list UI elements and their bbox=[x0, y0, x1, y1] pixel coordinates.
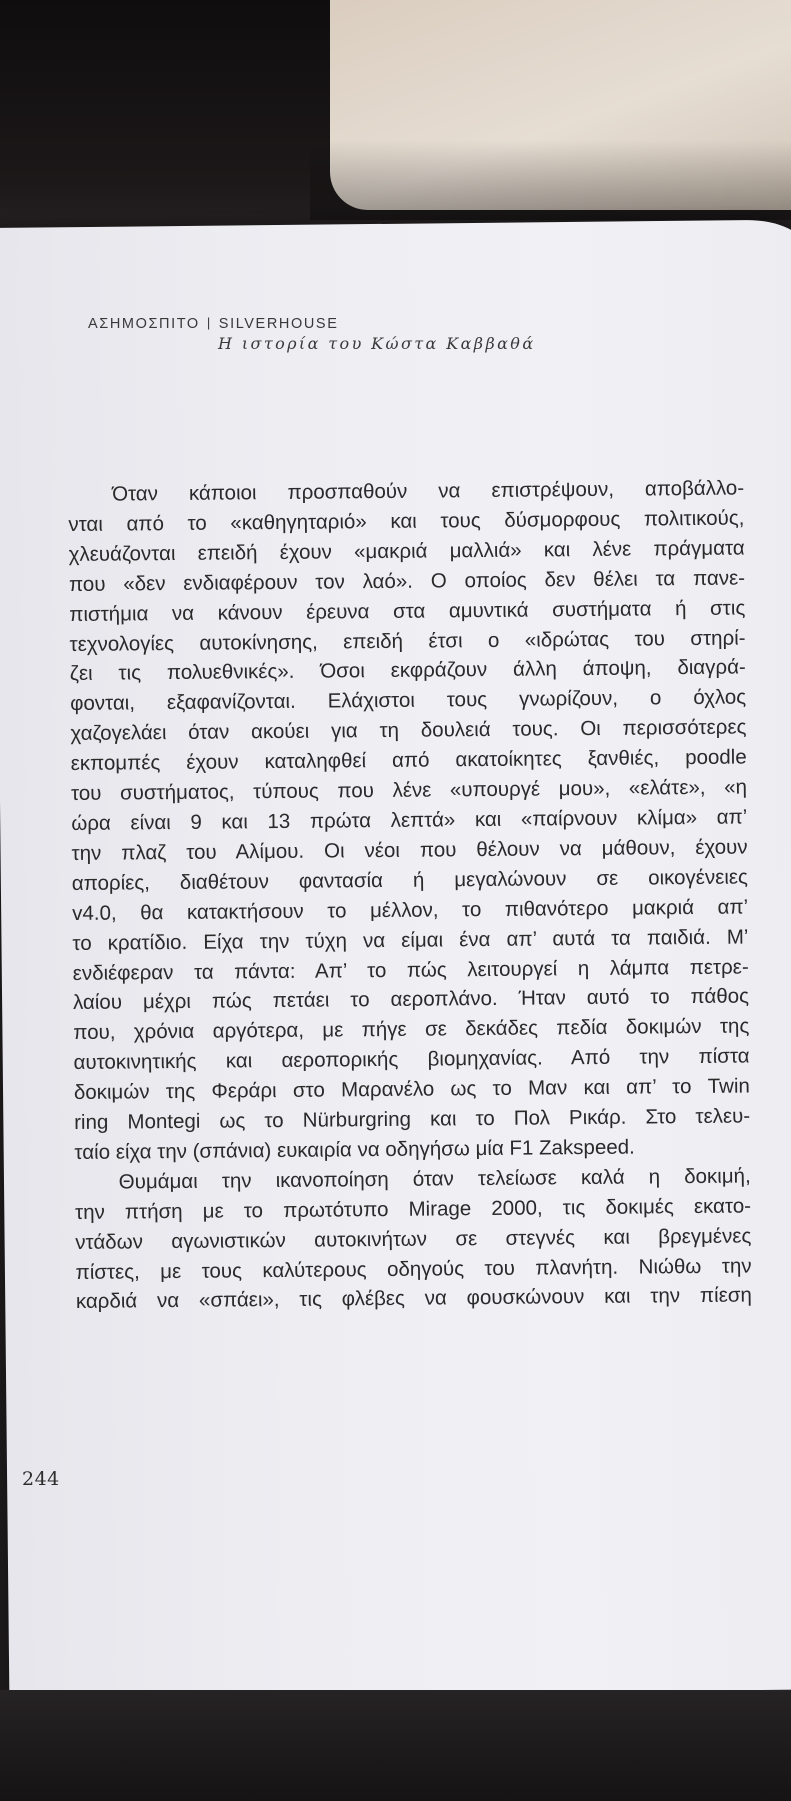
text-line: αυτοκινητικής και αεροπορικής βιομηχανίας. Από την πίστα bbox=[73, 1044, 750, 1075]
text-line: νται από το «καθηγηταριό» και τους δύσμορφους πολιτικούς, bbox=[68, 506, 745, 536]
text-line: δοκιμών της Φεράρι στο Μαρανέλο ως το Μαν και απ’ το Twin bbox=[73, 1074, 750, 1105]
running-head-subtitle: Η ιστορία του Κώστα Καββαθά bbox=[218, 334, 536, 353]
text-line: του συστήματος, τύπους που λένε «υπουργέ μου», «ελάτε», «η bbox=[70, 775, 748, 806]
text-line: που «δεν ενδιαφέρουν τον λαό». Ο οποίος δεν θέλει τα πανε- bbox=[68, 566, 746, 596]
text-line: ενδιέφεραν τα πάντα: Απ’ το πώς λειτουργεί η λάμπα πετρε- bbox=[72, 954, 749, 985]
text-line: χλευάζονται επειδή έχουν «μακριά μαλλιά» και λένε πράγματα bbox=[68, 536, 745, 566]
page-edge-background bbox=[0, 1690, 791, 1801]
text-line: που, χρόνια αργότερα, με πήγε σε δεκάδες πεδία δοκιμών της bbox=[73, 1014, 750, 1045]
text-line: χαζογελάει όταν ακούει για τη δουλειά τους. Οι περισσότερες bbox=[70, 715, 747, 746]
text-line: φονται, εξαφανίζονται. Ελάχιστοι τους γνωρίζουν, ο όχλος bbox=[70, 685, 747, 716]
text-line: τεχνολογίες αυτοκίνησης, επειδή έτσι ο «ιδρώτας του στηρί- bbox=[69, 626, 746, 656]
text-line: εκπομπές έχουν καταληφθεί από ακατοίκητες ξανθιές, poodle bbox=[70, 745, 747, 776]
running-head-right: SILVERHOUSE bbox=[218, 316, 339, 332]
shadow bbox=[310, 140, 791, 220]
text-line: Θυμάμαι την ικανοποίηση όταν τελείωσε καλά η δοκιμή, bbox=[118, 1164, 751, 1194]
text-line: ώρα είναι 9 και 13 πρώτα λεπτά» και «παίρνουν κλίμα» απ’ bbox=[71, 805, 748, 835]
text-line: ζει τις πολυεθνικές». Όσοι εκφράζουν άλλη άποψη, διαγρά- bbox=[69, 655, 746, 686]
page-number: 244 bbox=[22, 1468, 60, 1490]
text-line: το κρατίδιο. Είχα την τύχη να είμαι ένα απ’ αυτά τα παιδιά. Μ’ bbox=[72, 925, 749, 955]
body-text bbox=[68, 474, 752, 1318]
paragraph-2 bbox=[75, 1161, 752, 1317]
text-line: πίστες, με τους καλύτερους οδηγούς του πλανήτη. Νιώθω την bbox=[75, 1254, 752, 1284]
text-line: καρδιά να «σπάει», τις φλέβες να φουσκώνουν και την πίεση bbox=[75, 1283, 752, 1314]
text-line: ντάδων αγωνιστικών αυτοκινήτων σε στεγνές και βρεγμένες bbox=[75, 1224, 752, 1254]
text-line: πιστήμια να κάνουν έρευνα στα αμυντικά συστήματα ή στις bbox=[69, 596, 746, 626]
text-line: την πλαζ του Αλίμου. Οι νέοι που θέλουν να μάθουν, έχουν bbox=[71, 835, 748, 865]
text-line: απορίες, διαθέτουν φαντασία ή μεγαλώνουν σε οικογένειες bbox=[71, 865, 748, 895]
text-line: Όταν κάποιοι προσπαθούν να επιστρέψουν, αποβάλλο- bbox=[112, 476, 745, 506]
running-head-title bbox=[88, 316, 648, 332]
text-line: λαίου μέχρι πώς πετάει το αεροπλάνο. Ήταν αυτό το πάθος bbox=[72, 984, 750, 1015]
paragraph-1 bbox=[68, 474, 751, 1168]
running-head-left: ΑΣΗΜΟΣΠΙΤΟ bbox=[88, 316, 200, 332]
running-head bbox=[88, 316, 648, 353]
running-head-separator: | bbox=[206, 315, 212, 330]
text-line: ταίο είχα την (σπάνια) ευκαιρία να οδηγήσω μία F1 Zakspeed. bbox=[74, 1135, 635, 1164]
text-line: την πτήση με το πρωτότυπο Mirage 2000, τις δοκιμές εκατο- bbox=[74, 1194, 752, 1224]
text-line: v4.0, θα κατακτήσουν το μέλλον, το πιθανότερο μακριά απ’ bbox=[72, 895, 749, 925]
text-line: ring Montegi ως το Nürburgring και το Πολ Ρικάρ. Στο τελευ- bbox=[74, 1104, 751, 1135]
